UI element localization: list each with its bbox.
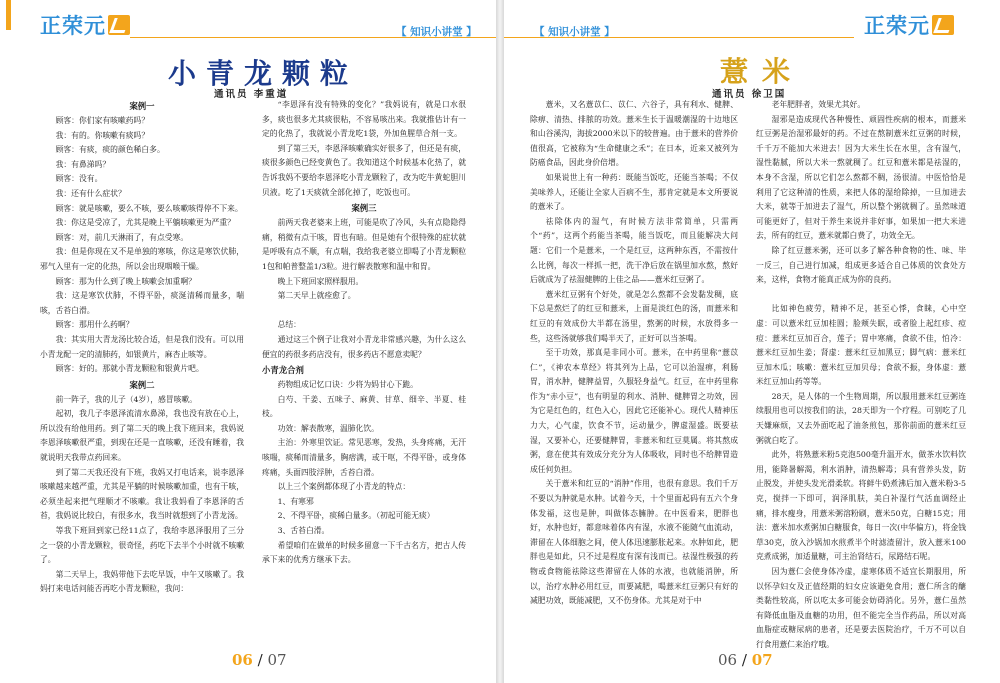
right-logo-text: 正荣元 [864, 14, 930, 38]
paragraph: 顾客：那为什么到了晚上咳嗽会加重啊？ [55, 276, 196, 286]
paragraph: 我：这是寒饮伏肺，不得平卧，痰涎清稀而量多，喘咳，舌苔白滑。 [40, 291, 244, 315]
paragraph: 晚上下班回家照样服用。 [277, 276, 364, 286]
paragraph: 薏米红豆粥有个好处，就是怎么熬都不会发黏发稠，底下总是熬烂了的红豆和薏米，上面是淡红色的汤，而薏米和红豆的有效成份大半都在汤里，熬粥的时候，水放得多一些，这些汤就够我们喝半天了，正好可以当茶喝。 [530, 289, 738, 343]
left-logo [40, 10, 130, 40]
left-column-2 [262, 98, 466, 568]
paragraph [756, 288, 966, 303]
paragraph: 顾客：就是咳嗽，要么不咳，要么咳嗽咳得停不下来。 [55, 203, 243, 213]
left-page-number [232, 651, 287, 669]
case-heading: 案例二 [129, 379, 155, 390]
paragraph: 老年肥胖者，效果尤其好。 [771, 100, 866, 109]
logo-k-icon [108, 15, 130, 35]
paragraph: 至于功效，那真是非同小可。薏米，在中药里称“薏苡仁”，《神农本草经》将其列为上品，它可以治湿痹，利肠胃，消水肿，健脾益胃，久服轻身益气。红豆，在中药里称作为“赤小豆”，也有明显的利水、消肿、健脾胃之功效，因为它是红色的，红色入心，因此它还能补心。现代人精神压力大，心气虚，饮食不节，运动量少，脾虚湿盛。既要祛湿，又要补心，还要健脾胃，非薏米和红豆莫属。将其熬成粥，意在使其有效成分充分为人体吸收，同时也不给脾胃造成任何负担。 [530, 348, 738, 474]
right-column-1 [530, 98, 738, 609]
paragraph [262, 304, 466, 319]
left-article-title: 小青龙颗粒 [168, 57, 359, 90]
right-column-2 [756, 98, 966, 653]
paragraph: 第二天早上，我妈带他下去吃早饭，中午又咳嗽了。我妈打来电话问能否再吃小青龙颗粒，我问： [40, 569, 244, 594]
left-page-sep: / [257, 651, 263, 669]
paragraph: 祛除体内的湿气，有时候方法非常简单，只需两个“药”，这两个药能当茶喝，能当饭吃，而且能解决大问题：它们一个是薏米，一个是红豆，这两种东西，不需按什么比例，每次一样抓一把，洗干净后放在锅里加水熬，熬好后就成为了祛湿健脾的上佳之品——薏米红豆粥了。 [530, 216, 738, 285]
paragraph: 2、不得平卧，痰稀白量多。（初起可能无痰） [277, 511, 435, 521]
right-article-title: 薏米 [720, 55, 805, 88]
paragraph: 功效：解表散寒，温肺化饮。 [277, 423, 379, 433]
paragraph: 主治：外寒里饮证。常见恶寒，发热，头身疼痛，无汗咳喘，痰稀而清量多，胸痞满，或干呕，不得平卧，或身体疼痛，头面四肢浮肿，舌苔白滑。 [262, 438, 466, 477]
right-logo [864, 10, 954, 40]
paragraph: 我：你这是受凉了，尤其是晚上平躺咳嗽更为严重？ [55, 218, 235, 228]
paragraph: 药物组成记忆口诀：少将为妈甘心下跪。 [277, 380, 418, 390]
paragraph: 希望咱们在做单的时候多留意一下千古名方，把古人传承下来的优秀方继承下去。 [262, 540, 466, 565]
paragraph: 前两天我老婆来上班，可能是吹了冷风，头有点隐隐得痛，稍微有点干咳，胃也有暗。但是她有个很特殊的症状就是呼吸有点不顺，有点喘，我给我老婆立即喝了小青龙颗粒1包和帕普整盖1/3粒。进行解表散寒和温中和胃。 [262, 218, 466, 271]
right-page-prev: 06 [718, 651, 738, 669]
paragraph: 我：但是你现在又不是单独的寒咳，你这是寒饮伏肺，邪气入里有一定的化热，所以会出现咽喉干燥。 [40, 247, 244, 271]
page-gutter [496, 0, 504, 683]
paragraph: 顾客：没有。 [55, 174, 103, 184]
right-author: 通讯员 徐卫国 [712, 89, 787, 100]
paragraph: 比如神色疲劳，精神不足，甚至心悸，食睐，心中空虚：可以薏米红豆加桂圆；脸颊失眠，或者脸上起红疹、痘痘：薏米红豆加百合，莲子；胃中寒痛，食欲不佳，怕冷：薏米红豆加生姜；肾虚：薏米红豆加黑豆；脚气病：薏米红豆加木瓜；咳嗽：薏米红豆加贝母；食欲不振，身体虚：薏米红豆加山药等等。 [756, 304, 966, 387]
paragraph: 我：还有什么症状？ [55, 188, 126, 198]
paragraph: 此外，将熟薏米粉5克泡500毫升温开水，做茶水饮料饮用，能降暑解渴，利水消肿，清热解毒；具有营养头发，防止脱发，并使头发光滑柔软。将鲜牛奶煮沸后加入薏米粉3-5克，搅拌一下即可，润泽肌肤，美白补湿行气活血调经止痛，排水瘦身，用薏米粥溶粉刷，薏米50克，白糖15克；用法：薏米加水煮粥加白糖服食，每日一次(中华偏方)，将金钱草30克，放入沙锅加水煎煮半个时滤渣留汁，放入薏米100克煮成粥，加适量糖，可主治肾结石，尿路结石呢。 [756, 450, 966, 562]
paragraph: 28天，是人体的一个生物周期，所以服用薏米红豆粥连续服用也可以按我们的法，28天即为一个疗程。可别吃了几天嫌麻烦，又去外面吃起了油条煎包，那你前面的薏米红豆粥就白吃了。 [756, 391, 966, 445]
paragraph: 薏米，又名薏苡仁、苡仁、六谷子，具有利水、健脾、除痹、清热、排脓的功效。薏米生长于温暖潮湿的十边地区和山谷溪沟，海拔2000米以下的较普遍。由于薏米的营养价值很高，它被称为“生命健康之禾”；在日本，近来又被列为防癌食品，因此身价倍增。 [530, 100, 738, 168]
left-logo-text: 正荣元 [40, 14, 106, 38]
paragraph: 我：有的。你咳嗽有痰吗？ [55, 130, 150, 140]
right-page-sep: / [741, 651, 747, 669]
paragraph: 如果说世上有一种药：既能当饭吃，还能当茶喝；不仅美味养人，还能让全家人百病不生，那肯定就是本文所要说的薏米了。 [530, 172, 738, 212]
right-page [504, 0, 1000, 683]
paragraph: 我：有鼻涕吗？ [55, 159, 111, 169]
paragraph: 第二天早上就痊愈了。 [277, 291, 356, 301]
left-page-current: 06 [232, 651, 253, 669]
paragraph: 顾客：对，前几天淋雨了，有点受寒。 [55, 232, 189, 242]
case-heading: 案例三 [351, 203, 377, 214]
paragraph: 1、有寒邪 [277, 496, 314, 506]
paragraph: 除了红豆薏米粥，还可以多了解各种食物的性、味、毕一反三，自己进行加减，组成更多适合自己体质的饮食处方来，这样，食物才能真正成为你的良药。 [756, 245, 966, 285]
left-page-total: 07 [267, 651, 287, 669]
paragraph: 我：其实用大青龙汤比较合适，但是我们没有。可以用小青龙配一定的清肺药，如银黄片，麻杏止咳等。 [40, 334, 244, 359]
paragraph: 3、舌苔白滑。 [277, 526, 330, 536]
logo-k-icon [932, 15, 954, 35]
paragraph: 以上三个案例都体现了小青龙的特点： [277, 482, 411, 492]
right-section-label: 【 知识小讲堂 】 [534, 26, 615, 38]
left-page [0, 0, 496, 683]
paragraph: 等我下班回到家已经11点了，我给李恩泽服用了三分之一袋的小青龙颗粒，很奇怪，药吃下去半个小时就不咳嗽了。 [40, 526, 244, 565]
right-page-current: 07 [751, 651, 773, 669]
subsection-heading: 小青龙合剂 [262, 365, 304, 376]
paragraph: 湿邪是造成现代各种慢性、顽固性疾病的根本，而薏米红豆粥是治湿邪最好的药。不过在熬制薏米红豆粥的时候，千千万不能加大米进去！因为大米生长在水里，含有湿气，湿性黏腻，所以大米一熬就稠了。红豆和薏米都是祛湿的，本身不含湿，所以它们怎么熬都不稠，汤很清。中医恰恰是利用了它这种清的性质，来把人体的湿给除掉，一旦加进去大米，就等于加进去了湿气，所以整个粥就稠了。虽然味道可能更好了，但对于养生来说并非好事，如果加一把大米进去，所有的红豆，薏米就都白费了，功效全无。 [756, 114, 966, 241]
right-page-number [718, 651, 773, 669]
left-author: 通讯员 李重道 [214, 89, 289, 100]
paragraph: 总结： [277, 320, 301, 330]
left-accent-bar [6, 0, 11, 30]
left-column-1 [40, 98, 244, 597]
paragraph: 顾客：好的。那就小青龙颗粒和银黄片吧。 [55, 364, 204, 374]
paragraph: 顾客：那用什么药啊？ [55, 320, 134, 330]
case-heading: 案例一 [129, 101, 155, 111]
left-section-label: 【 知识小讲堂 】 [396, 26, 477, 38]
paragraph: 到了第三天，李恩泽咳嗽确实好很多了，但还是有痰，痰很多颜色已经变黄色了。我知道这个时候基本化热了，就告诉我妈不要给李恩泽吃小青龙颗粒了，改为吃牛黄蛇胆川贝液。吃了1天痰就全部化掉了，吃饭也可。 [262, 143, 466, 197]
paragraph: 关于薏米和红豆的“消肿”作用，也很有意思。我们千万不要以为肿就是水肿。试着今天，十个里面起码有五六个身体发福，这也是肿，叫做体态臃肿。在中医看来，肥胖也好，水肿也好，都意味着体内有湿，水液不能随气血流动，滞留在人体细胞之间，使人体迅速膨胀起来。水肿如此，肥胖也是如此，只不过是程度有深有浅而已。祛湿性极强的药物或食物能祛除这些滞留在人体的水液，也就能消肿，所以，治疗水肿必用红豆，而要减肥，喝薏米红豆粥只有好的减肥功效，既能减肥，又不伤身体。尤其是对于中 [530, 479, 738, 606]
paragraph: 白芍、干姜、五味子、麻黄、甘草、细辛、半夏、桂枝。 [262, 394, 466, 419]
paragraph: 因为薏仁会使身体冷虚，虚寒体质不适宜长期服用，所以怀孕妇女及正值经期的妇女应该避免食用；薏仁所含的醣类黏性较高，所以吃太多可能会妨碍消化。另外，薏仁虽然有降低血脂及血糖的功用，但不能完全当作药品，所以对高血脂症或糖尿病的患者，还是要去医院治疗，千万不可以自行食用薏仁来治疗哦。 [756, 567, 966, 649]
paragraph: 通过这三个例子让我对小青龙非常感兴趣，为什么这么便宜的药很多药店没有，很多药店不愿意卖呢？ [262, 334, 466, 359]
paragraph: 顾客：你们家有咳嗽药吗？ [55, 116, 150, 125]
paragraph: 到了第二天我还没有下班，我妈又打电话来，说李恩泽咳嗽越来越严重，尤其是平躺的时候咳嗽加重，也有干咳，必须坐起来把气理顺才不咳嗽。我让我妈看了李恩泽的舌苔，我妈说比较白，有很多水，我当时就想到了小青龙汤。 [40, 467, 244, 521]
paragraph: 起初，我几子李恩泽流清水鼻涕，我也没有放在心上，所以没有给他用药。到了第二天的晚上我下班回来，我妈说李恩泽咳嗽很严重，到现在还是一直咳嗽，还没有睡着，我就说明天我带点药回来。 [40, 409, 244, 463]
paragraph: 顾客：有痰，痰的颜色稀白多。 [55, 145, 165, 155]
paragraph: “李恩泽有没有特殊的变化？”我妈说有，就是口水很多，痰也很多尤其痰很粘，不容易咳出来。我就推估计有一定的化热了，我就说小青龙吃1袋，外加鱼腥草合剂一支。 [262, 100, 466, 139]
paragraph: 前一阵子，我的儿子（4岁），感冒咳嗽。 [55, 394, 197, 404]
